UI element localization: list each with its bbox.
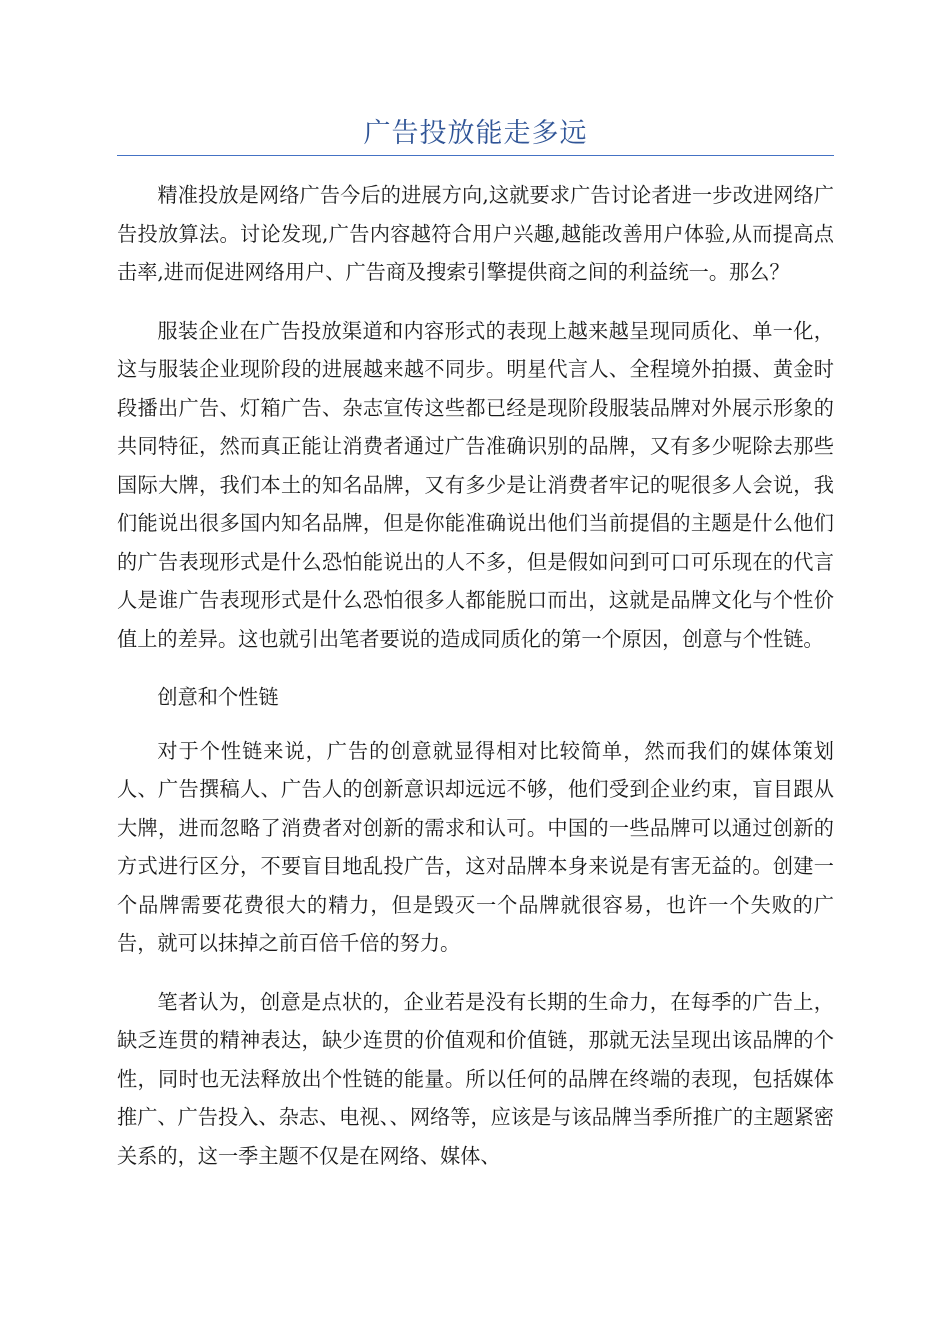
paragraph-homogenization: 服装企业在广告投放渠道和内容形式的表现上越来越呈现同质化、单一化，这与服装企业现阶段的进展越来越不同步。明星代言人、全程境外拍摄、黄金时段播出广告、灯箱广告、杂志宣传这些都已经是现阶段服装品牌对外展示形象的共同特征，然而真正能让消费者通过广告准确识别的品牌，又有多少呢除去那些国际大牌，我们本土的知名品牌，又有多少是让消费者牢记的呢很多人会说，我们能说出很多国内知名品牌，但是你能准确说出他们当前提倡的主题是什么他们的广告表现形式是什么恐怕能说出的人不多，但是假如问到可口可乐现在的代言人是谁广告表现形式是什么恐怕很多人都能脱口而出，这就是品牌文化与个性价值上的差异。这也就引出笔者要说的造成同质化的第一个原因，创意与个性链。 xyxy=(117,318,834,651)
paragraph-author-view: 笔者认为，创意是点状的，企业若是没有长期的生命力，在每季的广告上，缺乏连贯的精神表达，缺少连贯的价值观和价值链，那就无法呈现出该品牌的个性，同时也无法释放出个性链的能量。所以任何的品牌在终端的表现，包括媒体推广、广告投入、杂志、电视、、网络等，应该是与该品牌当季所推广的主题紧密关系的，这一季主题不仅是在网络、媒体、 xyxy=(117,989,834,1168)
section-heading: 创意和个性链 xyxy=(157,685,279,709)
paragraph-intro: 精准投放是网络广告今后的进展方向,这就要求广告讨论者进一步改进网络广告投放算法。讨论发现,广告内容越符合用户兴趣,越能改善用户体验,从而提高点击率,进而促进网络用户、广告商及搜索引擎提供商之间的利益统一。那么？ xyxy=(117,183,834,284)
document-body xyxy=(117,176,834,1195)
paragraph-creativity: 对于个性链来说，广告的创意就显得相对比较简单，然而我们的媒体策划人、广告撰稿人、广告人的创新意识却远远不够，他们受到企业约束，盲目跟从大牌，进而忽略了消费者对创新的需求和认可。中国的一些品牌可以通过创新的方式进行区分，不要盲目地乱投广告，这对品牌本身来说是有害无益的。创建一个品牌需要花费很大的精力，但是毁灭一个品牌就很容易，也许一个失败的广告，就可以抹掉之前百倍千倍的努力。 xyxy=(117,738,834,955)
document-title: 广告投放能走多远 xyxy=(363,118,588,149)
title-underline xyxy=(117,155,834,156)
